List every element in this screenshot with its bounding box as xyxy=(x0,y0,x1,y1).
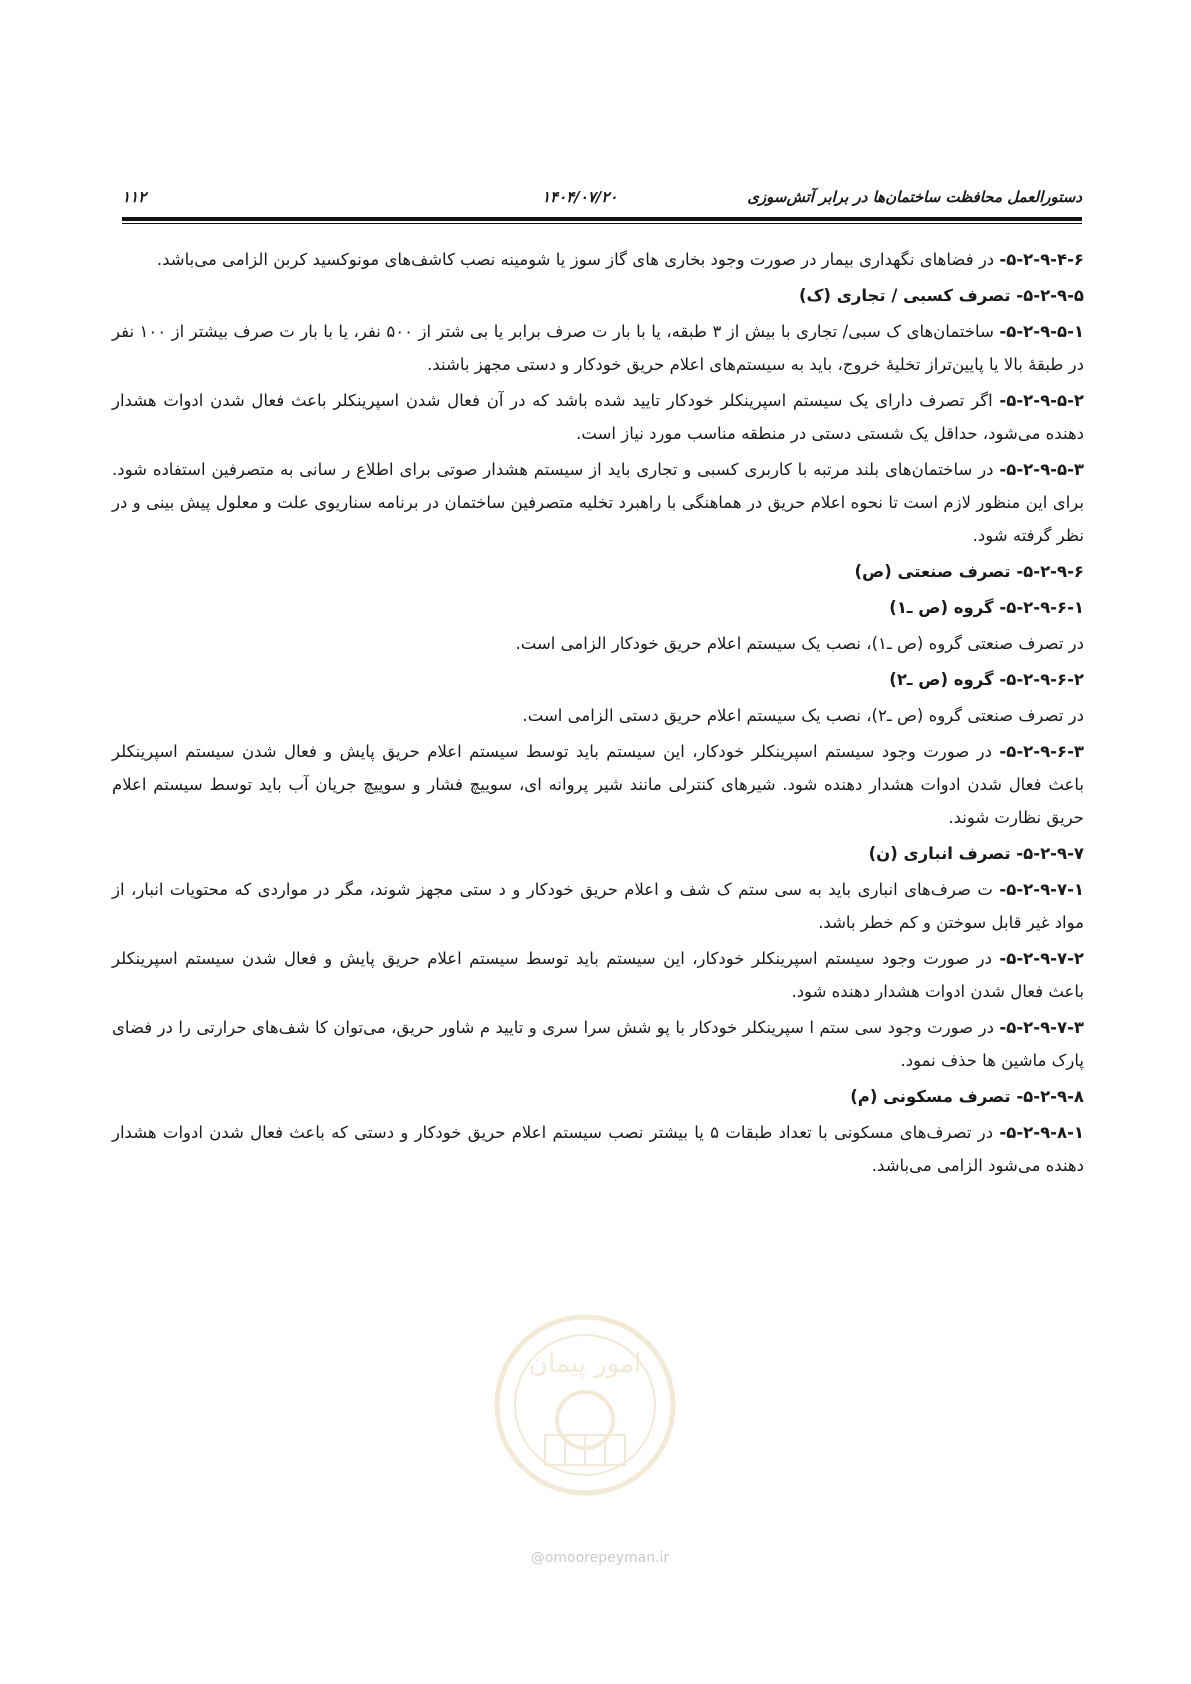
clause-text: در صورت وجود سیستم اسپرینکلر خودکار، این سیستم باید توسط سیستم اعلام حریق پایش و فعال شدن سیستم اسپرینکلر باعث فعال شدن ادوات هشدار دهنده شود. xyxy=(112,949,1084,1001)
paragraph-5-2-9-5-1 xyxy=(112,315,1084,381)
document-body xyxy=(112,243,1084,1185)
clause-text: ت صرف‌های انباری باید به سی ستم ک شف و اعلام حریق خودکار و د ستی مجهز شوند، مگر در مواردی که محتویات انبار، از مواد غیر قابل سوختن و کم خطر باشد. xyxy=(112,880,1084,932)
section-heading-residential: ۵-۲-۹-۸- تصرف مسکونی (م) xyxy=(850,1087,1084,1106)
clause-number: ۵-۲-۹-۵-۱- xyxy=(999,322,1084,341)
clause-text: در فضاهای نگهداری بیمار در صورت وجود بخاری های گاز سوز یا شومینه نصب کاشف‌های مونوکسید کربن الزامی می‌باشد. xyxy=(156,250,1000,269)
watermark-logo-text: امور پیمان xyxy=(528,1349,642,1379)
paragraph-group-1: در تصرف صنعتی گروه (ص ـ۱)، نصب یک سیستم اعلام حریق خودکار الزامی است. xyxy=(515,634,1084,653)
clause-number: ۵-۲-۹-۷-۳- xyxy=(999,1018,1084,1037)
watermark-logo xyxy=(490,1310,680,1500)
paragraph-5-2-9-7-2 xyxy=(112,942,1084,1008)
paragraph-5-2-9-5-2 xyxy=(112,384,1084,450)
clause-number: ۵-۲-۹-۷-۲- xyxy=(999,949,1084,968)
subsection-heading-group-1: ۵-۲-۹-۶-۱- گروه (ص ـ۱) xyxy=(889,598,1084,617)
paragraph-5-2-9-6-3 xyxy=(112,735,1084,834)
clause-text: ساختمان‌های ک سبی/ تجاری با بیش از ۳ طبقه، یا با بار ت صرف برابر یا بی شتر از ۵۰۰ نفر، یا با بار ت صرف بیشتر از ۱۰۰ نفر در طبقهٔ بالا یا پایین‌تراز تخلیهٔ خروج، باید به سیستم‌های اعلام حریق خودکار و دستی مجهز باشند. xyxy=(112,322,1084,374)
clause-text: اگر تصرف دارای یک سیستم اسپرینکلر خودکار تایید شده باشد که در آن فعال شدن اسپرینکلر باعث فعال شدن ادوات هشدار دهنده می‌شود، حداقل یک شستی دستی در منطقه مناسب مورد نیاز است. xyxy=(112,391,1084,443)
header-rule-thin xyxy=(122,223,1082,224)
section-heading-industrial: ۵-۲-۹-۶- تصرف صنعتی (ص) xyxy=(854,562,1084,581)
paragraph-group-2: در تصرف صنعتی گروه (ص ـ۲)، نصب یک سیستم اعلام حریق دستی الزامی است. xyxy=(522,706,1084,725)
clause-number: ۵-۲-۹-۵-۳- xyxy=(999,460,1084,479)
clause-text: در ساختمان‌های بلند مرتبه با کاربری کسبی و تجاری باید از سیستم هشدار صوتی برای اطلاع ر سانی به متصرفین استفاده شود. برای این منظور لازم است تا نحوه اعلام حریق در هماهنگی با راهبرد تخلیه متصرفین ساختمان در برنامه سناریوی علت و معلول پیش بینی و در نظر گرفته شود. xyxy=(112,460,1084,545)
clause-number: ۵-۲-۹-۷-۱- xyxy=(999,880,1084,899)
section-heading-storage: ۵-۲-۹-۷- تصرف انباری (ن) xyxy=(868,844,1084,863)
clause-number: ۵-۲-۹-۵-۲- xyxy=(999,391,1084,410)
paragraph-5-2-9-8-1 xyxy=(112,1116,1084,1182)
clause-number: ۵-۲-۹-۴-۶- xyxy=(999,250,1084,269)
paragraph-5-2-9-5-3 xyxy=(112,453,1084,552)
book-title: دستورالعمل محافظت ساختمان‌ها در برابر آتش‌سوزی xyxy=(747,188,1082,206)
clause-number: ۵-۲-۹-۶-۳- xyxy=(999,742,1084,761)
clause-text: در تصرف‌های مسکونی با تعداد طبقات ۵ یا بیشتر نصب سیستم اعلام حریق خودکار و دستی که باعث فعال شدن ادوات هشدار دهنده می‌شود الزامی می‌باشد. xyxy=(112,1123,1084,1175)
clause-text: در صورت وجود سیستم اسپرینکلر خودکار، این سیستم باید توسط سیستم اعلام حریق پایش و فعال شدن سیستم اسپرینکلر باعث فعال شدن ادوات هشدار دهنده شود. شیرهای کنترلی مانند شیر پروانه ای، سوییچ فشار و سوییچ جریان آب باید توسط سیستم اعلام حریق نظارت شوند. xyxy=(112,742,1084,827)
paragraph-5-2-9-4-6 xyxy=(112,243,1084,276)
page-header xyxy=(122,184,1082,212)
clause-number: ۵-۲-۹-۸-۱- xyxy=(999,1123,1084,1142)
section-heading-commercial: ۵-۲-۹-۵- تصرف کسبی / تجاری (ک) xyxy=(798,286,1084,305)
paragraph-5-2-9-7-1 xyxy=(112,873,1084,939)
header-date: ۱۴۰۴/۰۷/۲۰ xyxy=(542,188,618,206)
header-rule-thick xyxy=(122,217,1082,221)
subsection-heading-group-2: ۵-۲-۹-۶-۲- گروه (ص ـ۲) xyxy=(889,670,1084,689)
watermark-url: @omoorepeyman.ir xyxy=(530,1550,670,1566)
clause-text: در صورت وجود سی ستم ا سپرینکلر خودکار با پو شش سرا سری و تایید م شاور حریق، می‌توان کا شف‌های حرارتی را در فضای پارک ماشین ها حذف نمود. xyxy=(112,1018,1084,1070)
paragraph-5-2-9-7-3 xyxy=(112,1011,1084,1077)
page-number: ۱۱۲ xyxy=(122,188,147,206)
